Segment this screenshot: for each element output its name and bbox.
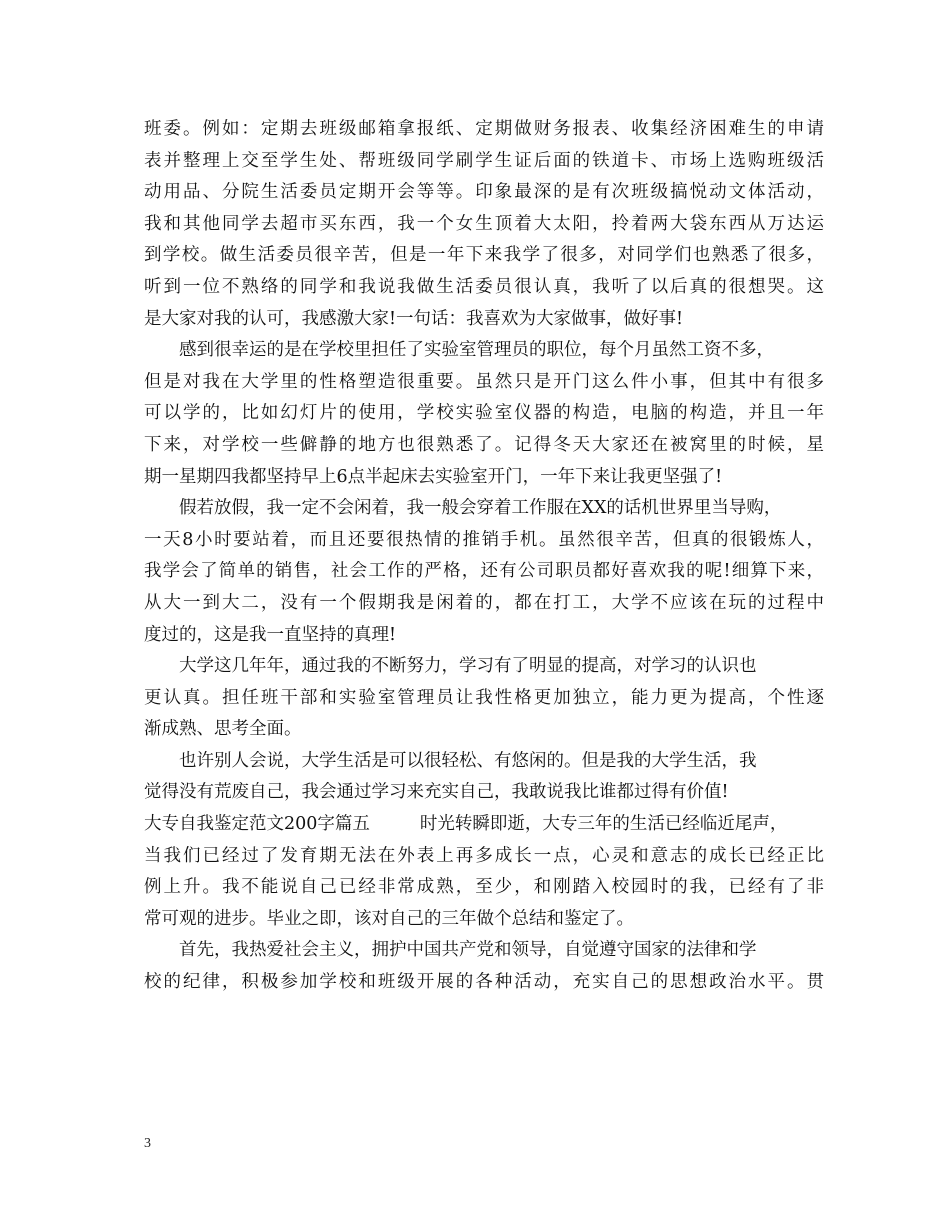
text-line: 渐成熟、思考全面。 bbox=[144, 719, 302, 740]
page-number: 3 bbox=[144, 1136, 151, 1151]
text-line: 度过的，这是我一直坚持的真理! bbox=[144, 624, 397, 645]
section-first-line-text: 时光转瞬即逝，大专三年的生活已经临近尾声， bbox=[419, 814, 788, 835]
text-line: 校的纪律，积极参加学校和班级开展的各种活动，充实自己的思想政治水平。贯 bbox=[144, 972, 824, 993]
text-line: 例上升。我不能说自己已经非常成熟，至少，和刚踏入校园时的我，已经有了非 bbox=[144, 877, 824, 898]
text-line: 动用品、分院生活委员定期开会等等。印象最深的是有次班级搞悦动文体活动， bbox=[144, 182, 824, 203]
paragraph-first-line: 首先，我热爱社会主义，拥护中国共产党和领导，自觉遵守国家的法律和学 bbox=[179, 940, 757, 961]
text-line: 可以学的，比如幻灯片的使用，学校实验室仪器的构造，电脑的构造，并且一年 bbox=[144, 403, 824, 424]
text-line: 我学会了简单的销售，社会工作的严格，还有公司职员都好喜欢我的呢!细算下来， bbox=[144, 561, 824, 582]
text-line: 更认真。担任班干部和实验室管理员让我性格更加独立，能力更为提高，个性逐 bbox=[144, 687, 824, 708]
text-line: 一天8小时要站着，而且还要很热情的推销手机。虽然很辛苦，但真的很锻炼人， bbox=[144, 529, 824, 550]
text-line: 听到一位不熟络的同学和我说我做生活委员很认真，我听了以后真的很想哭。这 bbox=[144, 276, 824, 297]
text-line: 当我们已经过了发育期无法在外表上再多成长一点，心灵和意志的成长已经正比 bbox=[144, 845, 824, 866]
paragraph-first-line: 感到很幸运的是在学校里担任了实验室管理员的职位，每个月虽然工资不多， bbox=[179, 340, 774, 361]
paragraph-first-line: 也许别人会说，大学生活是可以很轻松、有悠闲的。但是我的大学生活，我 bbox=[179, 750, 757, 771]
text-line: 到学校。做生活委员很辛苦，但是一年下来我学了很多，对同学们也熟悉了很多， bbox=[144, 245, 824, 266]
text-line: 下来，对学校一些僻静的地方也很熟悉了。记得冬天大家还在被窝里的时候，星 bbox=[144, 434, 824, 455]
paragraph-first-line: 假若放假，我一定不会闲着，我一般会穿着工作服在XX的话机世界里当导购， bbox=[179, 498, 782, 519]
text-line: 是大家对我的认可，我感激大家!一句话：我喜欢为大家做事，做好事! bbox=[144, 308, 684, 329]
text-line: 班委。例如：定期去班级邮箱拿报纸、定期做财务报表、收集经济困难生的申请 bbox=[144, 119, 824, 139]
text-line: 从大一到大二，没有一个假期我是闲着的，都在打工，大学不应该在玩的过程中 bbox=[144, 592, 824, 613]
text-line: 期一星期四我都坚持早上6点半起床去实验室开门，一年下来让我更坚强了! bbox=[144, 466, 723, 487]
document-body bbox=[144, 114, 824, 999]
text-line: 觉得没有荒废自己，我会通过学习来充实自己，我敢说我比谁都过得有价值! bbox=[144, 782, 729, 803]
section-heading-line bbox=[144, 809, 824, 841]
text-line: 表并整理上交至学生处、帮班级同学刷学生证后面的铁道卡、市场上选购班级活 bbox=[144, 150, 824, 171]
section-heading: 大专自我鉴定范文200字篇五 bbox=[144, 814, 370, 835]
text-line: 常可观的进步。毕业之即，该对自己的三年做个总结和鉴定了。 bbox=[144, 908, 634, 929]
paragraph-first-line: 大学这几年年，通过我的不断努力，学习有了明显的提高，对学习的认识也 bbox=[179, 656, 757, 677]
text-line: 但是对我在大学里的性格塑造很重要。虽然只是开门这么件小事，但其中有很多 bbox=[144, 371, 824, 392]
text-line: 我和其他同学去超市买东西，我一个女生顶着大太阳，拎着两大袋东西从万达运 bbox=[144, 213, 824, 234]
